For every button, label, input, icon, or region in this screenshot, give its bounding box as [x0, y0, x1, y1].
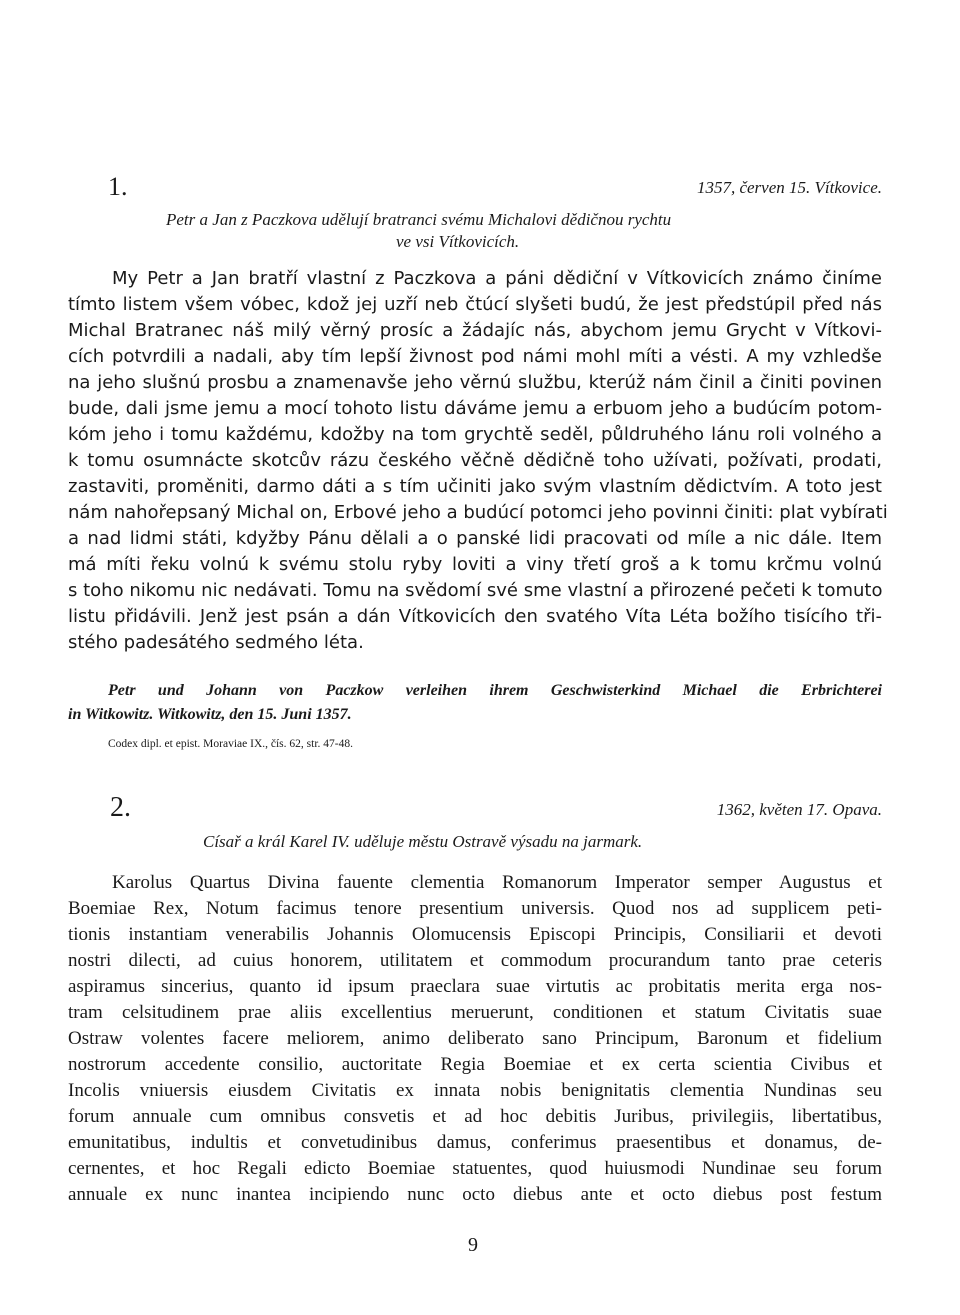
document-1-body-line: listu přidávili. Jenž jest psán a dán Vítkovicích den svatého Víta Léta božího tisícího tři- [68, 606, 882, 627]
document-1-body-line: tímto listem všem vóbec, kdož jej uzří neb čtúcí slyšeti budú, že jest předstúpil před nás [68, 294, 882, 315]
german-summary-line: Petr und Johann von Paczkow verleihen ihrem Geschwisterkind Michael die Erbrichterei [108, 682, 882, 699]
document-2-number: 2. [110, 792, 131, 823]
document-2-body-line: Karolus Quartus Divina fauente clementia Romanorum Imperator semper Augustus et [112, 872, 882, 893]
document-2-body-line: nostrorum accedente consilio, auctoritate Regia Boemiae et ex certa scientia Civibus et [68, 1054, 882, 1075]
document-1-summary-line: Petr a Jan z Paczkova udělují bratranci svému Michalovi dědičnou rychtu [166, 210, 672, 229]
document-1-body-line: a nad lidmi státi, kdyžby Pánu dělali a o panské lidi pracovati od míle a nic dále. Item [68, 528, 882, 549]
document-1-body-line: cích potvrdili a nadali, aby tím lepší živnost pod námi mohl míti a vésti. A my vzhledše [68, 346, 882, 367]
german-summary-line: in Witkowitz. Witkowitz, den 15. Juni 1357. [68, 706, 352, 723]
document-1-number: 1. [108, 172, 128, 201]
page-number: 9 [468, 1234, 478, 1256]
document-2-body-line: cernentes, et hoc Regali edicto Boemiae statuentes, quod huiusmodi Nundinae seu forum [68, 1158, 882, 1179]
document-1-body-line: na jeho slušnú prosbu a znamenavše jeho věrnú službu, kterúž nám činil a činiti povinen [68, 372, 882, 393]
document-2-body-line: nostri dilecti, ad cuius honorem, utilitatem et commodum procurandum tanto prae ceteris [68, 950, 882, 971]
document-1-body-line: nám nahořepsaný Michal on, Erbové jeho a budúcí potomci jeho povinni činiti: plat vybírati [68, 502, 888, 523]
document-2-date-place: 1362, květen 17. Opava. [716, 800, 882, 819]
document-2-body-line: Incolis vniuersis eiusdem Civitatis ex innata nobis benignitatis clementia Nundinas seu [68, 1080, 882, 1101]
document-2-body-line: Ostraw volentes facere meliorem, animo deliberato sano Principum, Baronum et fidelium [68, 1028, 882, 1049]
document-1-body-line: My Petr a Jan bratří vlastní z Paczkova a páni dědiční v Vítkovicích známo činíme [112, 268, 882, 289]
document-1-body-line: stého padesátého sedmého léta. [68, 632, 364, 653]
document-1-date-place: 1357, červen 15. Vítkovice. [696, 178, 882, 197]
document-2-body-line: tionis instantiam venerabilis Johannis Olomucensis Episcopi Principis, Consiliarii et devoti [68, 924, 882, 945]
document-2-body-line: tram celsitudinem prae aliis excellentius meruerunt, conditionen et statum Civitatis suae [68, 1002, 882, 1023]
document-1-body-line: kóm jeho i tomu každému, kdožby na tom grychtě seděl, půldruhého lánu roli volného a [68, 424, 882, 445]
document-1-summary-line: ve vsi Vítkovicích. [396, 232, 520, 251]
document-2-body-line: aspiramus sincerius, quanto id ipsum praeclara suae virtutis ac probitatis merita erga nos- [68, 976, 882, 997]
source-citation: Codex dipl. et epist. Moraviae IX., čís. 62, str. 47-48. [108, 738, 353, 750]
document-2-body-line: Boemiae Rex, Notum facimus tenore presentium universis. Quod nos ad supplicem peti- [68, 898, 882, 919]
document-1-body-line: bude, dali jsme jemu a mocí tohoto listu dáváme jemu a erbuom jeho a budúcím potom- [68, 398, 882, 419]
document-1-body-line: s toho nikomu nic nedávati. Tomu na svědomí své sme vlastní a přirozené pečeti k tomuto [68, 580, 883, 601]
document-2-body-line: annuale ex nunc inantea incipiendo nunc octo diebus ante et octo diebus post festum [68, 1184, 882, 1205]
document-1-body-line: zastaviti, proměniti, darmo dáti a s tím učiniti jako svým vlastním dědictvím. A toto jest [68, 476, 882, 497]
document-1-body-line: má míti řeku volnú k svému stolu ryby loviti a viny třetí groš a k tomu krčmu volnú [68, 554, 882, 575]
document-1-body-line: k tomu osumnácte skotcův rázu českého věčně dědičně toho užívati, požívati, prodati, [68, 450, 882, 471]
document-2-summary: Císař a král Karel IV. uděluje městu Ostravě výsadu na jarmark. [203, 832, 643, 851]
document-2-body-line: forum annuale cum omnibus consvetis et ad hoc debitis Juribus, privilegiis, libertatibus, [68, 1106, 882, 1127]
document-1-body-line: Michal Bratranec náš milý věrný prosíc a žádajíc nás, abychom jemu Grycht v Vítkovi- [68, 320, 882, 341]
document-2-body-line: emunitatibus, indultis et convetudinibus damus, conferimus praesentibus et donamus, de- [68, 1132, 882, 1153]
